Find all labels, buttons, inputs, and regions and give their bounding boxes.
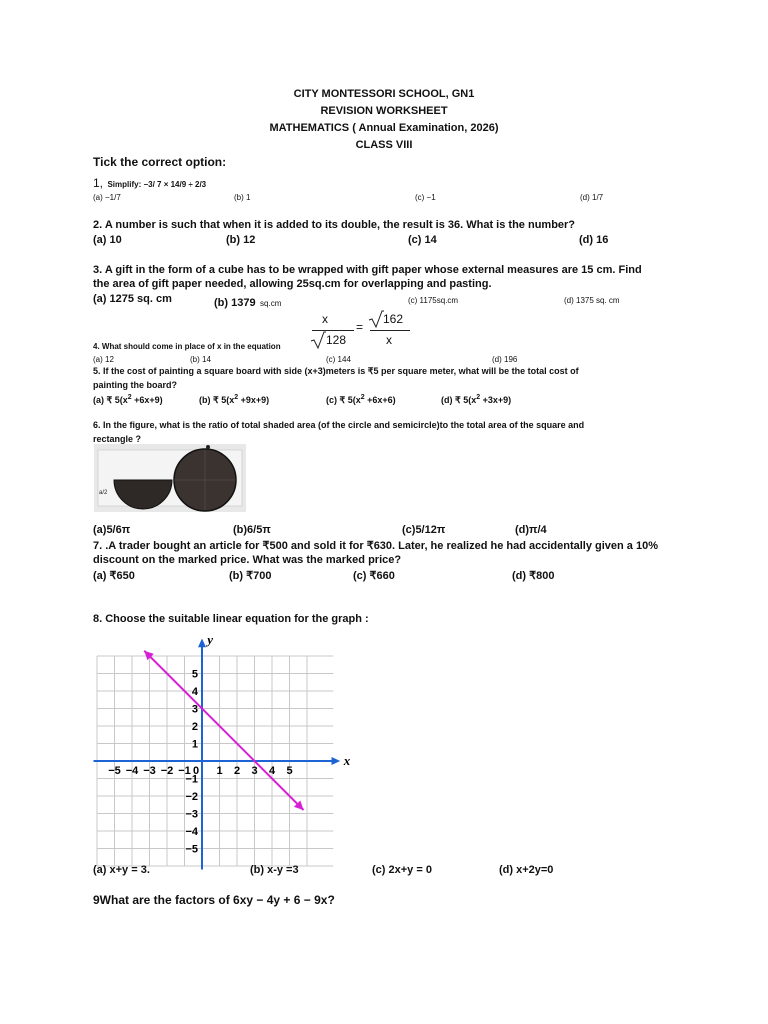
q2-option-d[interactable]: (d) 16 <box>579 234 609 246</box>
q4-option-b[interactable]: (b) 14 <box>190 355 211 364</box>
eq-equals: = <box>356 320 364 334</box>
eq-fraction-bar-right <box>370 330 410 331</box>
q1-option-b[interactable]: (b) 1 <box>234 193 251 202</box>
q3-option-b-value: (b) 1379 <box>214 297 256 309</box>
q6-line1: 6. In the figure, what is the ratio of total shaded area (of the circle and semicircle)to the total area of the square and <box>93 420 585 430</box>
x-tick-label: −2 <box>160 765 174 777</box>
q7-line1: 7. .A trader bought an article for ₹500 and sold it for ₹630. Later, he realized he had accidentally given a 10% <box>93 540 658 552</box>
q7-option-a[interactable]: (a) ₹650 <box>93 570 135 582</box>
q6-option-c[interactable]: (c)5/12π <box>402 524 446 536</box>
q5-d-sup: 2 <box>476 394 481 401</box>
q5-a-post: +6x+9) <box>131 395 163 405</box>
q6-line2: rectangle ? <box>93 434 142 444</box>
q5-line1: 5. If the cost of painting a square board with side (x+3)meters is ₹5 per square meter, what will be the total cost of <box>93 366 579 376</box>
x-tick-label: 0 <box>193 765 200 777</box>
q6-figure-label: a/2 <box>99 490 108 496</box>
q4-option-a[interactable]: (a) 12 <box>93 355 114 364</box>
x-tick-label: −1 <box>178 765 191 777</box>
q5-a-sup: 2 <box>127 394 132 401</box>
eq-denominator-right: x <box>386 333 392 347</box>
q3-option-a[interactable]: (a) 1275 sq. cm <box>93 293 172 305</box>
y-axis-label: y <box>207 632 214 647</box>
x-tick-label: −5 <box>108 765 121 777</box>
eq-numerator-left: x <box>322 312 328 326</box>
y-tick-label: 4 <box>191 686 198 698</box>
q5-b-post: +9x+9) <box>238 395 270 405</box>
q1-option-c[interactable]: (c) −1 <box>415 193 436 202</box>
instruction: Tick the correct option: <box>93 155 227 169</box>
q5-option-b[interactable] <box>199 394 269 406</box>
x-tick-label: 3 <box>251 765 258 777</box>
q3-option-b[interactable] <box>214 293 281 311</box>
q1-text: Simplify: −3/ 7 × 14/9 ÷ 2/3 <box>107 180 207 189</box>
q5-d-post: +3x+9) <box>480 395 512 405</box>
q2-text: 2. A number is such that when it is added to its double, the result is 36. What is the number? <box>93 219 576 231</box>
worksheet-title: REVISION WORKSHEET <box>320 105 448 117</box>
q8-text: 8. Choose the suitable linear equation for the graph : <box>93 613 369 625</box>
q5-b-pre: (b) ₹ 5(x <box>199 395 235 405</box>
q4-option-d[interactable]: (d) 196 <box>492 355 518 364</box>
eq-denominator-left: 128 <box>326 333 347 347</box>
question-1 <box>93 174 206 192</box>
x-axis-label: x <box>343 753 351 768</box>
q3-option-d[interactable]: (d) 1375 sq. cm <box>564 296 620 305</box>
q2-option-b[interactable]: (b) 12 <box>226 234 256 246</box>
sqrt-icon <box>368 310 384 328</box>
sqrt-icon <box>310 331 326 349</box>
q2-option-c[interactable]: (c) 14 <box>408 234 437 246</box>
q7-option-d[interactable]: (d) ₹800 <box>512 570 555 582</box>
x-tick-label: 5 <box>286 765 293 777</box>
q6-option-a[interactable]: (a)5/6π <box>93 524 131 536</box>
q3-line1: 3. A gift in the form of a cube has to be wrapped with gift paper whose external measures are 15 cm. Find <box>93 264 642 276</box>
q9-text: 9What are the factors of 6xy − 4y + 6 − 9x? <box>93 893 335 907</box>
q5-b-sup: 2 <box>234 394 239 401</box>
q8-option-b[interactable]: (b) x-y =3 <box>250 864 299 876</box>
q7-line2: discount on the marked price. What was the marked price? <box>93 554 402 566</box>
q5-c-post: +6x+6) <box>364 395 396 405</box>
y-tick-label: 1 <box>191 738 198 751</box>
y-tick-label: −2 <box>185 791 198 803</box>
q2-option-a[interactable]: (a) 10 <box>93 234 122 246</box>
y-tick-label: −3 <box>185 808 198 821</box>
q3-line2: the area of gift paper needed, allowing 25sq.cm for overlapping and pasting. <box>93 278 492 290</box>
q6-option-d[interactable]: (d)π/4 <box>515 524 547 536</box>
x-tick-label: 4 <box>268 765 276 777</box>
q8-option-a[interactable]: (a) x+y = 3. <box>93 864 150 876</box>
q3-option-b-unit: sq.cm <box>260 299 282 308</box>
q5-option-d[interactable] <box>441 394 511 406</box>
graph-line <box>144 651 303 810</box>
y-axis-arrow <box>198 639 206 648</box>
y-tick-label: 2 <box>191 721 198 733</box>
y-tick-label: −4 <box>185 826 198 838</box>
q1-option-d[interactable]: (d) 1/7 <box>580 193 604 202</box>
q5-line2: painting the board? <box>93 380 177 390</box>
q4-option-c[interactable]: (c) 144 <box>326 355 351 364</box>
y-tick-label: 5 <box>191 668 198 681</box>
q5-c-sup: 2 <box>360 394 365 401</box>
q8-option-d[interactable]: (d) x+2y=0 <box>499 864 554 876</box>
x-tick-label: 2 <box>233 765 241 777</box>
subject-line: MATHEMATICS ( Annual Examination, 2026) <box>269 122 499 134</box>
y-tick-label: −5 <box>185 843 198 856</box>
linear-graph <box>90 632 351 860</box>
q8-option-c[interactable]: (c) 2x+y = 0 <box>372 864 432 876</box>
eq-numerator-right: 162 <box>383 312 404 326</box>
q5-a-pre: (a) ₹ 5(x <box>93 395 128 405</box>
q4-text: 4. What should come in place of x in the equation <box>93 342 281 351</box>
q5-c-pre: (c) ₹ 5(x <box>326 395 361 405</box>
q7-option-c[interactable]: (c) ₹660 <box>353 570 395 582</box>
q5-option-c[interactable] <box>326 394 396 406</box>
q4-equation <box>308 310 418 352</box>
x-tick-label: −3 <box>143 765 156 777</box>
q5-option-a[interactable] <box>93 394 163 406</box>
q1-number: 1, <box>93 176 104 190</box>
q5-d-pre: (d) ₹ 5(x <box>441 395 477 405</box>
x-tick-label: −4 <box>125 765 139 777</box>
y-tick-label: −1 <box>185 773 198 786</box>
q6-figure <box>94 444 246 512</box>
q1-option-a[interactable]: (a) −1/7 <box>93 193 121 202</box>
class-line: CLASS VIII <box>355 139 413 151</box>
x-tick-label: 1 <box>216 765 223 777</box>
q7-option-b[interactable]: (b) ₹700 <box>229 570 272 582</box>
y-tick-label: 3 <box>191 703 198 716</box>
q3-option-c[interactable]: (c) 1175sq.cm <box>408 296 459 305</box>
q6-option-b[interactable]: (b)6/5π <box>233 524 271 536</box>
school-name: CITY MONTESSORI SCHOOL, GN1 <box>293 88 475 100</box>
x-axis-arrow <box>332 757 341 765</box>
